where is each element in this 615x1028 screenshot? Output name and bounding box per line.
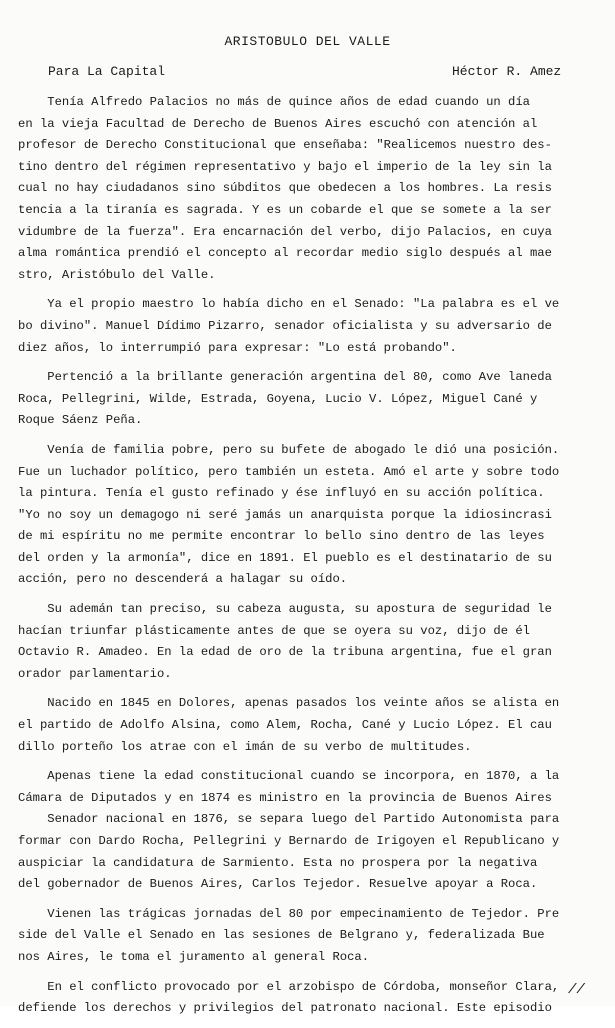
paragraph <box>18 92 608 286</box>
paragraph <box>18 693 608 758</box>
text-line: hacían triunfar plásticamente antes de que se oyera su voz, dijo de él <box>18 623 530 638</box>
text-line: Roca, Pellegrini, Wilde, Estrada, Goyena, Lucio V. López, Miguel Cané y <box>18 391 538 406</box>
document-body <box>18 92 608 1028</box>
paragraph <box>18 599 608 685</box>
text-line: formar con Dardo Rocha, Pellegrini y Bernardo de Irigoyen el Republicano y <box>18 834 560 848</box>
text-line: la pintura. Tenía el gusto refinado y ése influyó en su acción política. <box>18 486 545 501</box>
text-line: profesor de Derecho Constitucional que enseñaba: "Realicemos nuestro des- <box>18 138 552 153</box>
text-line: alma romántica prendió el concepto al recordar medio siglo después al mae <box>18 246 552 261</box>
text-line: stro, Aristóbulo del Valle. <box>18 267 216 282</box>
document-title: ARISTOBULO DEL VALLE <box>224 34 391 49</box>
destination-label: Para La Capital <box>48 64 166 79</box>
paragraph <box>18 904 608 969</box>
text-line: side del Valle el Senado en las sesiones de Belgrano y, federalizada Bue <box>18 928 545 943</box>
text-line: tino dentro del régimen representativo y bajo el imperio de la ley sin la <box>18 159 552 174</box>
text-line: de mi espíritu no me permite encontrar lo bello sino dentro de las leyes <box>18 529 545 544</box>
paragraph <box>18 977 608 1020</box>
text-line: diez años, lo interrumpió para expresar: "Lo está probando". <box>18 340 457 355</box>
paragraph <box>18 294 608 359</box>
text-line: Ya el propio maestro lo había dicho en el Senado: "La palabra es el ve <box>18 297 560 312</box>
text-line: Apenas tiene la edad constitucional cuando se incorpora, en 1870, a la <box>18 769 560 784</box>
text-line: Tenía Alfredo Palacios no más de quince años de edad cuando un día <box>18 95 530 109</box>
text-line: auspiciar la candidatura de Sarmiento. Esta no prospera por la negativa <box>18 855 538 870</box>
text-line: orador parlamentario. <box>18 666 172 681</box>
text-line: Su ademán tan preciso, su cabeza augusta, su apostura de seguridad le <box>18 602 552 617</box>
page-continuation-mark: // <box>568 982 585 998</box>
text-line: acción, pero no descenderá a halagar su oído. <box>18 572 348 587</box>
text-line: Nacido en 1845 en Dolores, apenas pasados los veinte años se alista en <box>18 696 560 711</box>
text-line: Venía de familia pobre, pero su bufete de abogado le dió una posición. <box>18 442 560 457</box>
text-line: del orden y la armonía", dice en 1891. El pueblo es el destinatario de su <box>18 550 552 565</box>
text-line: bo divino". Manuel Dídimo Pizarro, senador oficialista y su adversario de <box>18 318 552 333</box>
text-line: En el conflicto provocado por el arzobispo de Córdoba, monseñor Clara, <box>18 979 560 994</box>
paragraph <box>18 766 608 896</box>
text-line: Cámara de Diputados y en 1874 es ministro en la provincia de Buenos Aires <box>18 790 552 805</box>
author-name: Héctor R. Amez <box>452 64 562 79</box>
text-line: Fue un luchador político, pero también un esteta. Amó el arte y sobre todo <box>18 464 560 479</box>
text-line: dillo porteño los atrae con el imán de su verbo de multitudes. <box>18 739 472 754</box>
text-line: defiende los derechos y privilegios del patronato nacional. Este episodio <box>18 1001 552 1016</box>
text-line: en la vieja Facultad de Derecho de Buenos Aires escuchó con atención al <box>18 116 538 131</box>
text-line: tencia a la tiranía es sagrada. Y es un cobarde el que se somete a la ser <box>18 202 552 217</box>
text-line: el partido de Adolfo Alsina, como Alem, Rocha, Cané y Lucio López. El cau <box>18 718 552 733</box>
text-line: Roque Sáenz Peña. <box>18 413 143 428</box>
paragraph <box>18 440 608 591</box>
text-line: del gobernador de Buenos Aires, Carlos Tejedor. Resuelve apoyar a Roca. <box>18 877 538 892</box>
text-line: Vienen las trágicas jornadas del 80 por empecinamiento de Tejedor. Pre <box>18 906 560 921</box>
paragraph <box>18 367 608 432</box>
text-line: vidumbre de la fuerza". Era encarnación del verbo, dijo Palacios, en cuya <box>18 224 552 239</box>
text-line: Senador nacional en 1876, se separa luego del Partido Autonomista para <box>18 812 560 827</box>
text-line: Octavio R. Amadeo. En la edad de oro de la tribuna argentina, fue el gran <box>18 645 552 660</box>
text-line: "Yo no soy un demagogo ni seré jamás un anarquista porque la idiosincrasi <box>18 507 552 522</box>
text-line: nos Aires, le toma el juramento al general Roca. <box>18 949 370 964</box>
text-line: cual no hay ciudadanos sino súbditos que obedecen a los hombres. La resis <box>18 181 552 196</box>
text-line: Pertenció a la brillante generación argentina del 80, como Ave laneda <box>18 370 552 385</box>
